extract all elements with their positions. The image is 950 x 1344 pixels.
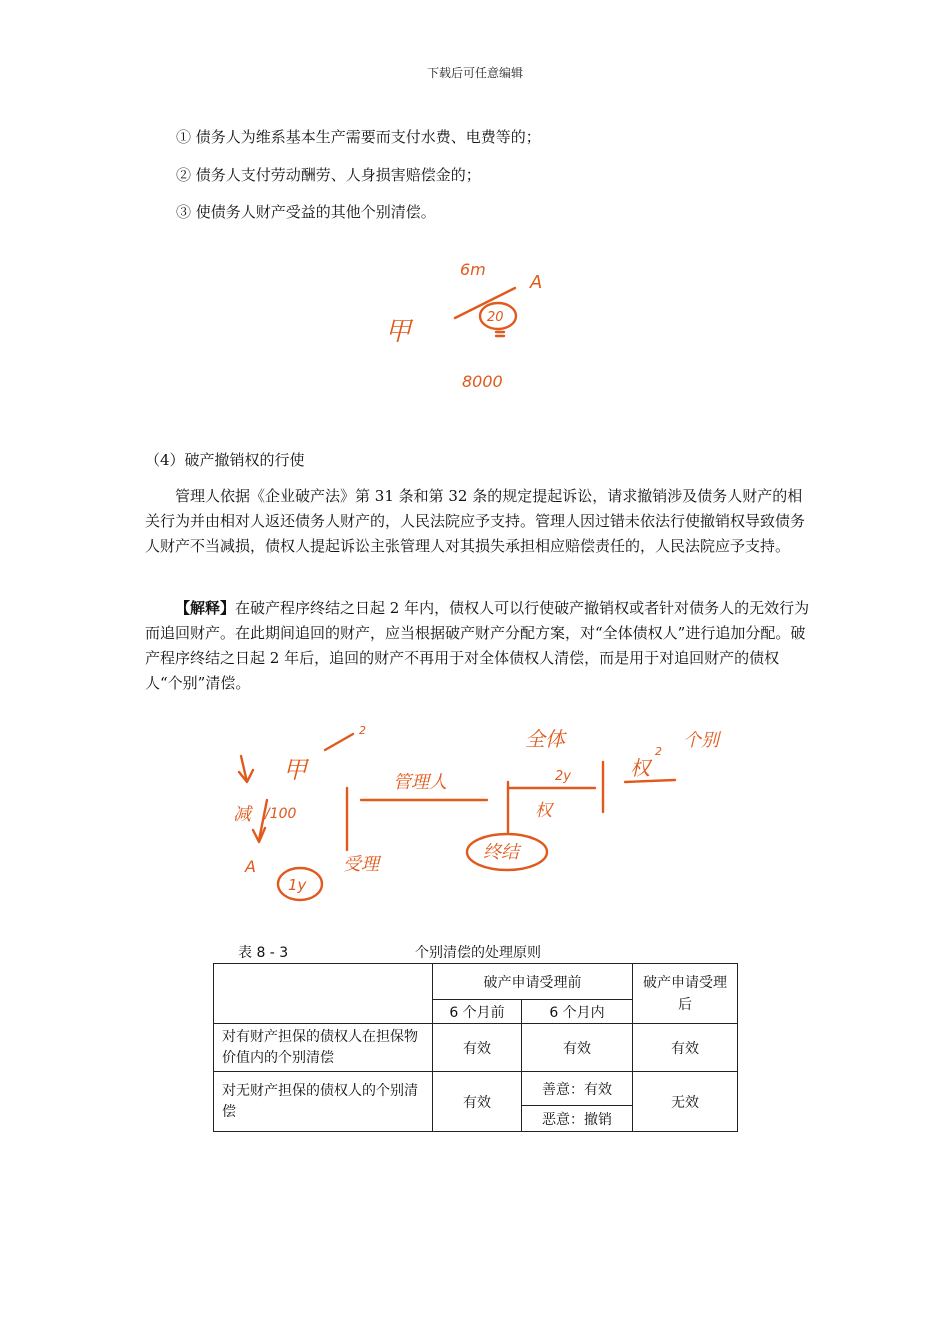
header-six-before: 6 个月前 bbox=[433, 1000, 522, 1024]
rules-table bbox=[213, 963, 738, 1132]
paragraph-1: 管理人依据《企业破产法》第 31 条和第 32 条的规定提起诉讼，请求撤销涉及债务人财产的相关行为并由相对人返还债务人财产的，人民法院应予支持。管理人因过错未依法行使撤销权导致债务人财产不当减损，债权人提起诉讼主张管理人对其损失承担相应赔偿责任的，人民法院应予支持。 bbox=[145, 487, 806, 555]
sketch-a: A bbox=[530, 272, 543, 293]
sketch-100: /100 bbox=[265, 806, 297, 822]
handwritten-sketch-1 bbox=[370, 250, 570, 400]
sketch-6m: 6m bbox=[460, 260, 486, 279]
sketch-quan2: 权 bbox=[630, 756, 650, 780]
sketch-slash bbox=[455, 288, 515, 318]
row-bad-faith: 恶意：撤销 bbox=[522, 1106, 633, 1132]
table-row bbox=[214, 1072, 738, 1106]
sketch-2: 2 bbox=[359, 724, 366, 737]
sketch-end: 终结 bbox=[483, 842, 519, 863]
sketch-individual: 个别 bbox=[683, 730, 719, 751]
table-header-row bbox=[214, 964, 738, 1000]
row-label: 对有财产担保的债权人在担保物价值内的个别清偿 bbox=[214, 1024, 433, 1072]
sketch-equals bbox=[496, 332, 504, 336]
explanation-paragraph bbox=[145, 596, 810, 696]
sketch-jia: 甲 bbox=[283, 756, 307, 784]
header-after: 破产申请受理后 bbox=[633, 964, 738, 1024]
table-title: 个别清偿的处理原则 bbox=[415, 945, 541, 961]
page-header: 下载后可任意编辑 bbox=[426, 66, 523, 80]
sketch-accept: 受理 bbox=[343, 854, 379, 875]
list-item: ② 债务人支付劳动酬劳、人身损害赔偿金的； bbox=[176, 166, 481, 184]
row-after: 无效 bbox=[633, 1072, 738, 1132]
sketch-jia: 甲 bbox=[385, 317, 412, 347]
row-six-before: 有效 bbox=[433, 1024, 522, 1072]
list-item: ① 债务人为维系基本生产需要而支付水费、电费等的； bbox=[176, 128, 541, 146]
explanation-label: 【解释】 bbox=[175, 599, 236, 617]
table-row bbox=[214, 1024, 738, 1072]
row-good-faith: 善意：有效 bbox=[522, 1072, 633, 1106]
sketch-admin: 管理人 bbox=[393, 772, 447, 793]
row-label: 对无财产担保的债权人的个别清偿 bbox=[214, 1072, 433, 1132]
sketch-arrow-down bbox=[239, 756, 253, 782]
table-corner-cell bbox=[214, 964, 433, 1024]
sketch-20: 20 bbox=[487, 310, 504, 325]
sketch-quan: 权 bbox=[535, 801, 552, 821]
sketch-a: A bbox=[245, 857, 256, 876]
sketch-2y: 2y bbox=[555, 769, 571, 784]
sketch-1y: 1y bbox=[288, 876, 307, 894]
header-before: 破产申请受理前 bbox=[433, 964, 633, 1000]
sketch-sup: 2 bbox=[655, 745, 662, 758]
sketch-8000: 8000 bbox=[462, 372, 503, 391]
sketch-hline-3 bbox=[625, 780, 675, 782]
sketch-all: 全体 bbox=[525, 727, 565, 751]
row-after: 有效 bbox=[633, 1024, 738, 1072]
handwritten-sketch-2 bbox=[225, 720, 735, 910]
sketch-left: 减 bbox=[233, 804, 251, 825]
section-heading: （4）破产撤销权的行使 bbox=[145, 451, 305, 469]
row-six-before: 有效 bbox=[433, 1072, 522, 1132]
explanation-text: 在破产程序终结之日起 2 年内，债权人可以行使破产撤销权或者针对债务人的无效行为而追回财产。在此期间追回的财产，应当根据破产财产分配方案，对“全体债权人”进行追加分配。破产程序终结之日起 2 年后，追回的财产不再用于对全体债权人清偿，而是用于对追回财产的债权人“个别”清偿。 bbox=[145, 599, 810, 692]
list-item: ③ 使债务人财产受益的其他个别清偿。 bbox=[176, 203, 436, 221]
table-caption: 表 8 - 3 bbox=[238, 945, 289, 961]
header-six-within: 6 个月内 bbox=[522, 1000, 633, 1024]
sketch-slash bbox=[325, 734, 353, 750]
row-six-within: 有效 bbox=[522, 1024, 633, 1072]
